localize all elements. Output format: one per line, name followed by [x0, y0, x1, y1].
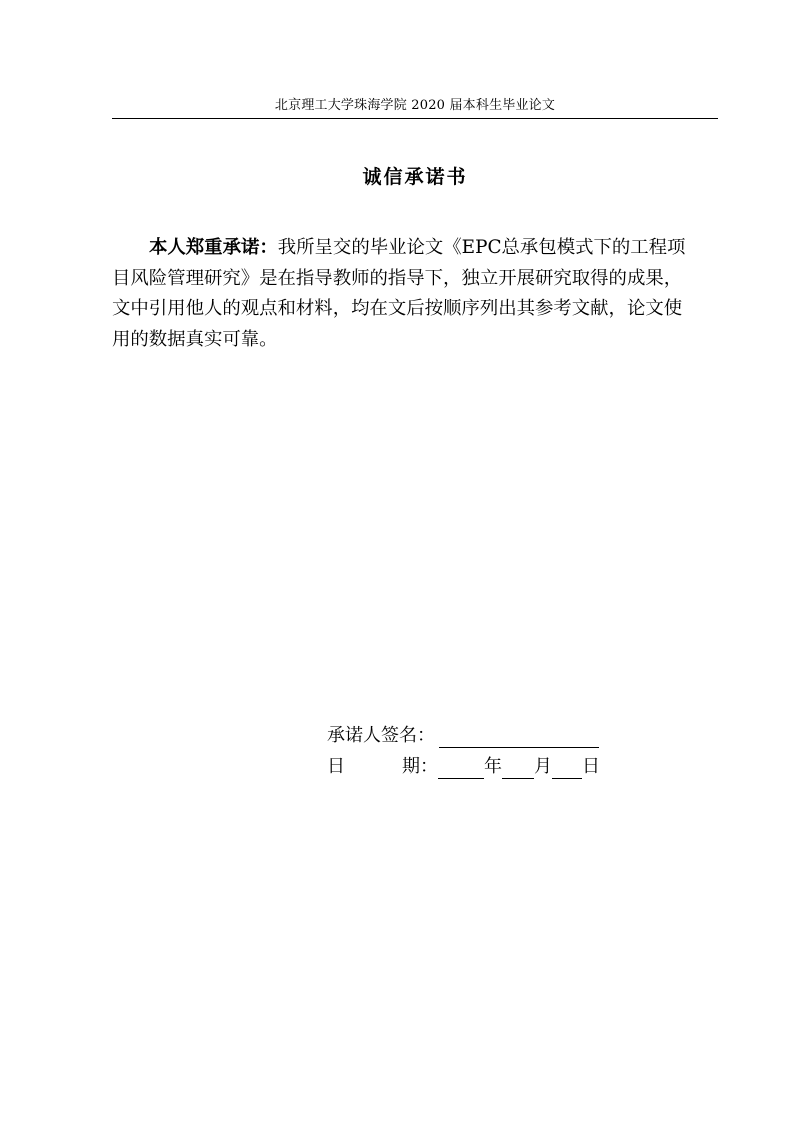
- statement-body: 我所呈交的毕业论文《EPC总承包模式下的工程项目风险管理研究》是在指导教师的指导下，独立开展研究取得的成果，文中引用他人的观点和材料，均在文后按顺序列出其参考文献，论文使用的数据真实可靠。: [112, 237, 686, 350]
- statement-paragraph: [112, 233, 692, 355]
- year-blank[interactable]: [438, 758, 484, 779]
- date-label-ri: 日: [327, 756, 345, 777]
- statement-lead: 本人郑重承诺：: [149, 237, 278, 258]
- year-label: 年: [484, 756, 502, 777]
- header-text: 北京理工大学珠海学院 2020 届本科生毕业论文: [274, 98, 556, 113]
- day-label: 日: [582, 756, 600, 777]
- month-label: 月: [534, 756, 552, 777]
- date-label-qi: 期：: [402, 756, 438, 777]
- signature-label: 承诺人签名：: [327, 725, 435, 746]
- day-blank[interactable]: [552, 758, 582, 779]
- page-title: 诚信承诺书: [362, 166, 468, 188]
- date-row: [327, 755, 600, 779]
- signature-row: [327, 724, 599, 748]
- signature-blank[interactable]: [439, 727, 599, 748]
- month-blank[interactable]: [502, 758, 534, 779]
- page-header: [112, 92, 718, 119]
